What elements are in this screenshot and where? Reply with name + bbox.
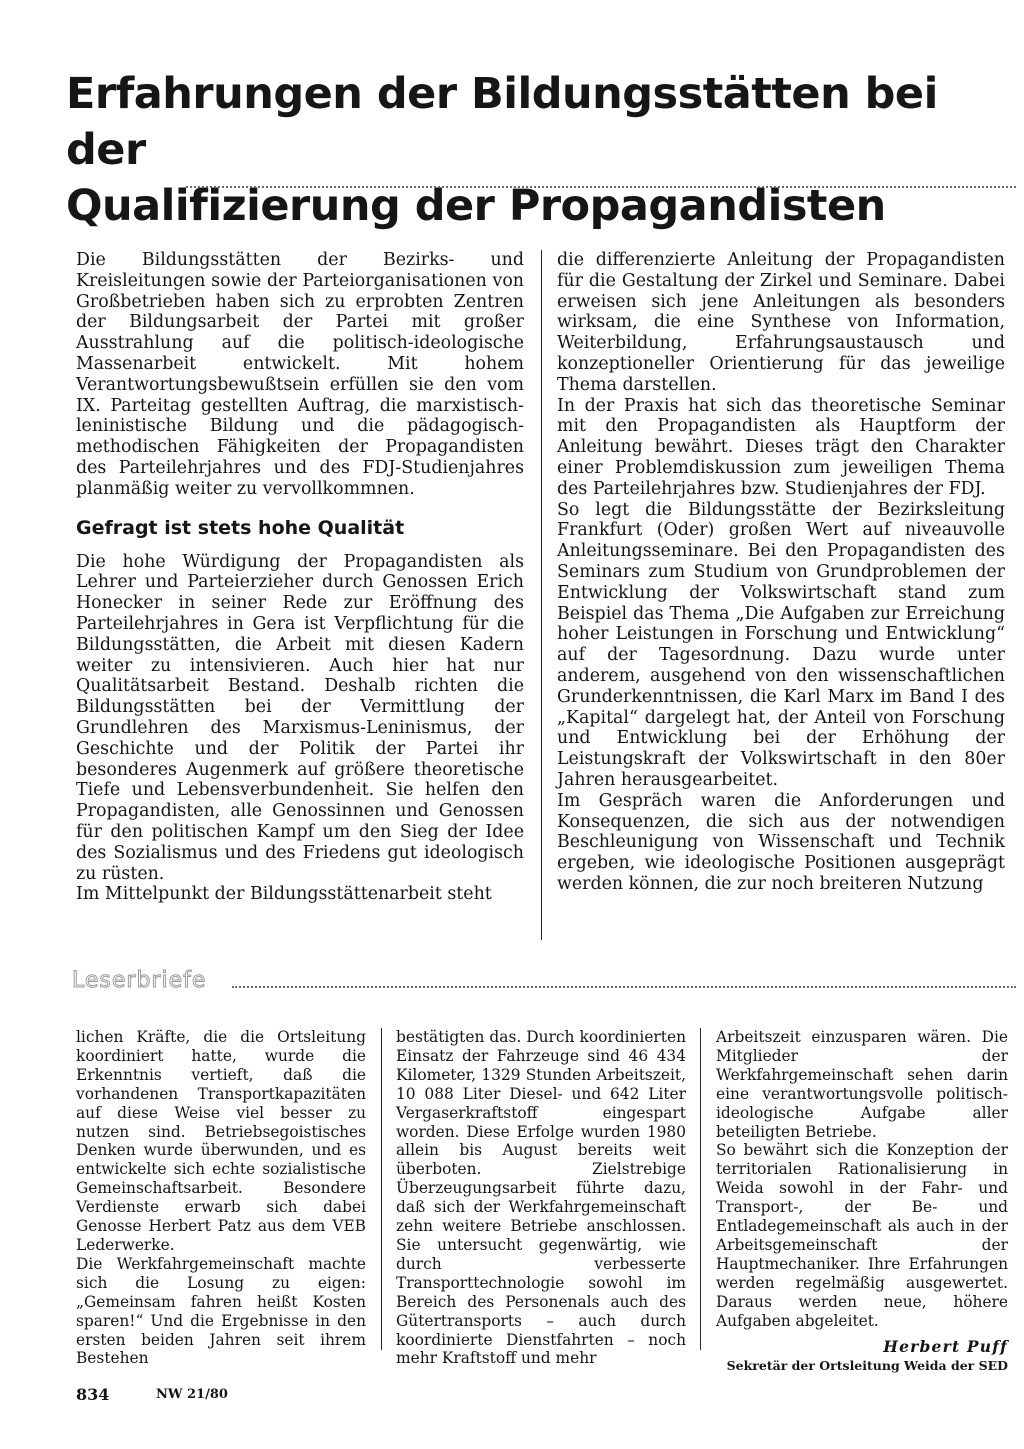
section-subheading: Gefragt ist stets hohe Qualität xyxy=(76,516,405,539)
section-rule xyxy=(232,986,1016,988)
headline-rule xyxy=(186,186,1016,188)
page-number: 834 xyxy=(76,1385,110,1404)
issue-label: NW 21/80 xyxy=(156,1387,228,1402)
section-label-leserbriefe: Leserbriefe xyxy=(72,968,207,993)
letter-paragraph: bestätigten das. Durch koordinierten Einsatz der Fahrzeuge sind 46 434 Kilometer, 1329 Stunden Arbeitszeit, 10 088 Liter Diesel- und 642 Liter Vergaserkraftstoff eingespart worden. Diese Erfolge wurden 1980 allein bis August bereits weit überboten. Zielstrebige Überzeugungsarbeit führte dazu, daß sich der Werkfahrgemeinschaft zehn weitere Betriebe anschlossen. Sie untersucht gegenwärtig, wie durch verbesserte Transporttechnologie sowohl im Bereich des Personenals auch des Gütertransports – auch durch koordinierte Dienstfahrten – noch mehr Kraftstoff und mehr xyxy=(396,1028,686,1368)
letters-column-1 xyxy=(76,1028,366,1368)
letter-paragraph: Arbeitszeit einzusparen wären. Die Mitglieder der Werkfahrgemeinschaft sehen darin eine verantwortungsvolle politisch-ideologische Aufgabe aller beteiligten Betriebe. xyxy=(716,1028,1008,1141)
letter-signature-name: Herbert Puff xyxy=(883,1336,1008,1356)
column-divider xyxy=(381,1028,382,1350)
headline-line-1: Erfahrungen der Bildungsstätten bei der xyxy=(66,69,938,175)
intro-paragraph: Die Bildungsstätten der Bezirks- und Kreisleitungen sowie der Parteiorganisationen von Großbetrieben haben sich zu erprobten Zentren der Bildungsarbeit der Partei mit großer Ausstrahlung auf die politisch-ideologische Massenarbeit entwickelt. Mit hohem Verantwortungsbewußtsein erfüllen sie den vom IX. Parteitag gestellten Auftrag, die marxistisch-leninistische Bildung und die pädagogisch-methodischen Fähigkeiten der Propagandisten des Parteilehrjahres und des FDJ-Studienjahres planmäßig weiter zu vervollkommnen. xyxy=(76,250,524,499)
intro-paragraph: Im Gespräch waren die Anforderungen und Konsequenzen, die sich aus der notwendigen Beschleunigung von Wissenschaft und Technik ergeben, wie ideologische Positionen ausgeprägt werden können, die zur noch breiteren Nutzung xyxy=(557,790,1005,894)
intro-right-column xyxy=(557,250,1005,895)
intro-paragraph: In der Praxis hat sich das theoretische Seminar mit den Propagandisten als Hauptform der Anleitung bewährt. Dieses trägt den Charakter einer Problemdiskussion zum jeweiligen Thema des Parteilehrjahres bzw. Studienjahres der FDJ. xyxy=(557,395,1005,499)
letter-signature-role: Sekretär der Ortsleitung Weida der SED xyxy=(726,1357,1008,1373)
column-divider xyxy=(700,1028,701,1350)
letters-column-2 xyxy=(396,1028,686,1368)
headline-line-2: Qualifizierung der Propagandisten xyxy=(66,181,886,231)
intro-paragraph: Im Mittelpunkt der Bildungsstättenarbeit steht xyxy=(76,884,492,905)
column-divider xyxy=(541,250,542,940)
intro-paragraph: So legt die Bildungsstätte der Bezirksleitung Frankfurt (Oder) großen Wert auf niveauvolle Anleitungsseminare. Bei den Propagandisten des Seminars zum Studium von Grundproblemen der Entwicklung der Volkswirtschaft stand zum Beispiel das Thema „Die Aufgaben zur Erreichung hoher Leistungen in Forschung und Entwicklung“ auf der Tagesordnung. Dazu wurde unter anderem, ausgehend von den wissenschaftlichen Grunderkenntnissen, die Karl Marx im Band I des „Kapital“ dargelegt hat, der Anteil von Forschung und Entwicklung bei der Erhöhung der Leistungskraft der Volkswirtschaft in den 80er Jahren herausgearbeitet. xyxy=(557,499,1005,790)
letter-paragraph: So bewährt sich die Konzeption der territorialen Rationalisierung in Weida sowohl in der Fahr- und Transport-, der Be- und Entladegemeinschaft als auch in der Arbeitsgemeinschaft der Hauptmechaniker. Ihre Erfahrungen werden regelmäßig ausgewertet. Daraus werden neue, höhere Aufgaben abgeleitet. xyxy=(716,1141,1008,1330)
intro-paragraph: Die hohe Würdigung der Propagandisten als Lehrer und Parteierzieher durch Genossen Erich Honecker in seiner Rede zur Eröffnung des Parteilehrjahres in Gera ist Verpflichtung für die Bildungsstätten, die Arbeit mit diesen Kadern weiter zu intensivieren. Auch hier hat nur Qualitätsarbeit Bestand. Deshalb richten die Bildungsstätten bei der Vermittlung der Grundlehren des Marxismus-Leninismus, der Geschichte und der Politik der Partei ihr besonderes Augenmerk auf größere theoretische Tiefe und Lebensverbundenheit. Sie helfen den Propagandisten, alle Genossinnen und Genossen für den politischen Kampf um den Sieg der Idee des Sozialismus und des Friedens gut ideologisch zu rüsten. xyxy=(76,551,524,884)
letter-paragraph: Die Werkfahrgemeinschaft machte sich die Losung zu eigen: „Gemeinsam fahren heißt Kosten sparen!“ Und die Ergebnisse in den ersten beiden Jahren seit ihrem Bestehen xyxy=(76,1254,366,1368)
intro-paragraph: die differenzierte Anleitung der Propagandisten für die Gestaltung der Zirkel und Seminare. Dabei erweisen sich jene Anleitungen als besonders wirksam, die eine Synthese von Information, Weiterbildung, Erfahrungsaustausch und konzeptioneller Orientierung für das jeweilige Thema darstellen. xyxy=(557,250,1005,395)
intro-left-column xyxy=(76,250,524,905)
letters-column-3 xyxy=(716,1028,1008,1375)
article-headline xyxy=(66,66,986,234)
letter-paragraph: lichen Kräfte, die die Ortsleitung koordiniert hatte, wurde die Erkenntnis vertieft, daß die vorhandenen Transportkapazitäten auf diese Weise viel besser zu nutzen sind. Betriebsegoistisches Denken wurde überwunden, und es entwickelte sich echte sozialistische Gemeinschaftsarbeit. Besondere Verdienste erwarb sich dabei Genosse Herbert Patz aus dem VEB Lederwerke. xyxy=(76,1028,366,1254)
